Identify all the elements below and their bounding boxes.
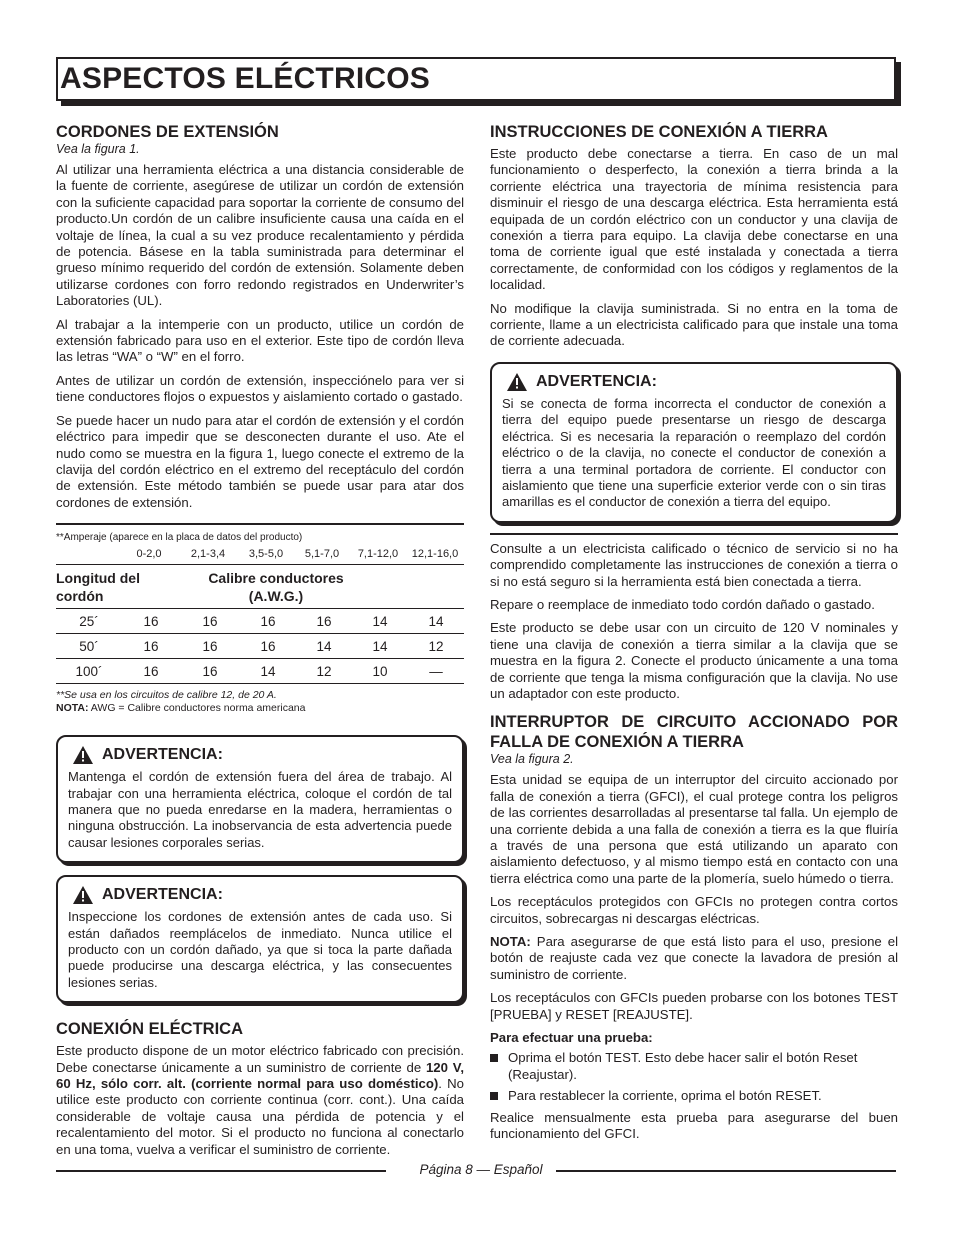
after-para-2: Repare o reemplace de inmediato todo cordón dañado o gastado. <box>490 596 875 612</box>
table-cell: 12 <box>428 638 444 654</box>
row-length: 100´ <box>75 663 103 679</box>
extension-para-1: Al utilizar una herramienta eléctrica a una distancia considerable de la fuente de corriente, asegúrese de utilizar un cordón de extensión con la suficiente capacidad para soportar la corriente de consumo del producto.Un cordón de un calibre insuficiente causa una caída en el voltaje de línea, la cual a su vez produce recalentamiento y pérdida de potencia. Básese en la tabla suministrada para determinar el grueso mínimo requerido del cordón de extensión. Solamente deben utilizarse cordones con forro redondo registrados en Underwriter’s Laboratories (UL). <box>56 162 464 309</box>
awg-table-block <box>56 523 464 715</box>
footer-text: Página 8 — Español <box>419 1162 543 1177</box>
table-cell: 14 <box>260 663 276 679</box>
col-length-label-1: Longitud del <box>56 570 140 587</box>
row-length: 50´ <box>79 638 99 654</box>
connection-text-start: Este producto dispone de un motor eléctrico fabricado con precisión. Debe conectarse únicamente a un suministro de corriente de <box>56 1043 464 1075</box>
table-cell: — <box>429 663 443 679</box>
warning-label: ADVERTENCIA: <box>536 372 657 390</box>
warning-triangle-icon <box>72 885 94 905</box>
grounding-heading: INSTRUCCIONES DE CONEXIÓN A TIERRA <box>490 123 828 141</box>
table-cell: 16 <box>143 613 159 629</box>
extension-para-3: Antes de utilizar un cordón de extensión, inspecciónelo para ver si tiene conductores flojos o expuestos y aislamiento cortado o gastado. <box>56 372 464 405</box>
page-title: ASPECTOS ELÉCTRICOS <box>60 62 430 95</box>
table-cell: 14 <box>428 613 444 629</box>
list-item <box>490 1050 898 1083</box>
extension-heading: CORDONES DE EXTENSIÓN <box>56 123 279 141</box>
gfci-note <box>490 934 898 983</box>
extension-figref: Vea la figura 1. <box>56 142 140 156</box>
divider <box>490 533 898 535</box>
footer-rule-right <box>556 1170 896 1172</box>
table-row <box>56 659 464 684</box>
table-note <box>56 702 464 715</box>
note-text: AWG = Calibre conductores norma americana <box>88 702 306 715</box>
table-cell: 16 <box>143 638 159 654</box>
warning-label: ADVERTENCIA: <box>102 746 223 764</box>
gfci-test-heading: Para efectuar una prueba: <box>490 1030 653 1046</box>
amperage-ranges <box>56 548 464 560</box>
bullet-square-icon <box>490 1092 498 1100</box>
table-cell: 16 <box>260 613 276 629</box>
table-row <box>56 609 464 634</box>
table-cell: 16 <box>316 613 332 629</box>
table-footnote: **Se usa en los circuitos de calibre 12, de 20 A. <box>56 689 277 702</box>
right-column <box>490 122 898 1150</box>
bullet-text: Oprima el botón TEST. Esto debe hacer salir el botón Reset (Reajustar). <box>508 1050 858 1082</box>
warning-text: Inspeccione los cordones de extensión antes de cada uso. Si están dañados reemplácelos de inmediato. Nunca utilice el producto con un cordón dañado, ya que si toca la parte dañada puede producirse una descarga eléctrica, y las consecuentes lesiones serias. <box>68 909 452 990</box>
warning-text: Si se conecta de forma incorrecta el conductor de conexión a tierra del equipo puede presentarse un riesgo de descarga eléctrica. Si es necesaria la reparación o reemplazo del cordón eléctrico o de la clavija, no conecte el conductor de conexión a tierra a una terminal portadora de corriente. El conductor con aislamiento que tiene una superficie exterior verde con o sin tiras amarillas es el conductor de conexión a tierra del equipo. <box>502 395 886 510</box>
table-cell: 16 <box>202 638 218 654</box>
table-cell: 10 <box>372 663 388 679</box>
table-cell: 14 <box>372 613 388 629</box>
after-para-1: Consulte a un electricista calificado o técnico de servicio si no ha comprendido completamente las instrucciones de conexión a tierra o si no está seguro si la herramienta está bien conectada a tierra. <box>490 540 898 589</box>
amp-range: 5,1-7,0 <box>304 548 340 561</box>
gfci-figref: Vea la figura 2. <box>490 752 574 767</box>
table-cell: 14 <box>372 638 388 654</box>
table-cell: 16 <box>143 663 159 679</box>
list-item <box>490 1088 898 1104</box>
warning-box-cord-inspection <box>56 875 464 1003</box>
page-title-box <box>56 57 896 101</box>
bullet-text: Para restablecer la corriente, oprima el botón RESET. <box>508 1088 822 1104</box>
bullet-square-icon <box>490 1054 498 1062</box>
table-cell: 12 <box>316 663 332 679</box>
warning-box-grounding <box>490 362 898 523</box>
amp-range: 3,5-5,0 <box>248 548 284 561</box>
gfci-heading: INTERRUPTOR DE CIRCUITO ACCIONADO POR FALLA DE CONEXIÓN A TIERRA <box>490 713 898 752</box>
extension-para-4: Se puede hacer un nudo para atar el cordón de extensión y el cordón eléctrico para impedir que se desconecten durante el uso. Ate el nudo como se muestra en la figura 1, luego conecte el extremo de la clavija del cordón eléctrico en el extremo del receptáculo del cordón de extensión. Este método también se puede usar para atar dos cordones de extensión. <box>56 412 464 510</box>
warning-box-cord-placement <box>56 735 464 863</box>
grounding-para-1: Este producto debe conectarse a tierra. En caso de un mal funcionamiento o desperfecto, la conexión a tierra brinda a la corriente eléctrica una trayectoria de mínima resistencia para disminuir el riesgo de una descarga eléctrica. Esta herramienta está equipada de un cordón eléctrico con un conductor y una clavija de conexión a tierra para equipo. La clavija debe conectarse en una toma de corriente igual que esté instalada y conectada a tierra correctamente, de conformidad con los códigos y reglamentos de la localidad. <box>490 146 898 293</box>
col-length-label-2: cordón <box>56 588 104 605</box>
gfci-note-label: NOTA: <box>490 934 531 950</box>
connection-text-end: . No utilice este producto con corriente continua (corr. cont.). Una caída considerable de voltaje causa una pérdida de potencia y el recalentamiento del motor. Si el producto no funciona al conectarlo en una toma, vuelva a verificar el suministro de corriente. <box>56 1076 464 1157</box>
awg-table <box>56 608 464 684</box>
gfci-para-2: Los receptáculos protegidos con GFCIs no protegen contra cortos circuitos, sobrecargas ni descargas eléctricas. <box>490 894 898 926</box>
amp-range: 2,1-3,4 <box>190 548 226 561</box>
table-cell: 16 <box>260 638 276 654</box>
table-cell: 16 <box>202 663 218 679</box>
footer-rule-left <box>56 1170 386 1172</box>
warning-label: ADVERTENCIA: <box>102 886 223 904</box>
table-cell: 14 <box>316 638 332 654</box>
amp-range: 7,1-12,0 <box>357 548 399 561</box>
after-para-3: Este producto se debe usar con un circuito de 120 V nominales y tiene una clavija de conexión a tierra similar a la clavija que se muestra en la figura 2. Conecte el producto únicamente a una toma de corriente que tenga la misma configuración que la clavija. No use un adaptador con este producto. <box>490 620 898 701</box>
amp-range: 12,1-16,0 <box>411 548 459 561</box>
amp-range: 0-2,0 <box>136 548 162 561</box>
connection-text-bold: 120 V, 60 Hz, sólo corr. alt. (corriente normal para uso doméstico) <box>56 1059 464 1091</box>
table-header <box>56 564 464 608</box>
gfci-para-3: Los receptáculos con GFCIs pueden probarse con los botones TEST [PRUEBA] y RESET [REAJUSTE]. <box>490 990 898 1022</box>
note-label: NOTA: <box>56 702 89 715</box>
left-column <box>56 122 464 1165</box>
col-gauge-label-2: (A.W.G.) <box>248 588 304 605</box>
col-gauge-label-1: Calibre conductores <box>208 570 344 587</box>
connection-para <box>56 1043 464 1158</box>
warning-triangle-icon <box>72 745 94 765</box>
table-row <box>56 634 464 659</box>
gfci-para-1: Esta unidad se equipa de un interruptor del circuito accionado por falla de conexión a tierra (GFCI), el cual protege contra los peligros de las corrientes desarrolladas al presentarse tal falla. Un ejemplo de una corriente debida a una falla de conexión a tierra es la que fluiría a través de una persona que está utilizando un aparato con aislamiento defectuoso, y al mismo tiempo está en contacto con una tierra eléctrica como una parte de la plomería, suelo húmedo o tierra. <box>490 772 898 886</box>
gfci-para-4: Realice mensualmente esta prueba para asegurarse del buen funcionamiento del GFCI. <box>490 1109 898 1142</box>
table-cell: 16 <box>202 613 218 629</box>
warning-text: Mantenga el cordón de extensión fuera del área de trabajo. Al trabajar con una herramienta eléctrica, coloque el cordón de tal manera que no pueda enredarse en la madera, herramientas o ninguna obstrucción. La inobservancia de esta advertencia puede causar lesiones corporales serias. <box>68 769 452 850</box>
connection-heading: CONEXIÓN ELÉCTRICA <box>56 1020 244 1039</box>
grounding-para-2: No modifique la clavija suministrada. Si no entra en la toma de corriente, llame a un electricista calificado para que instale una toma de corriente adecuada. <box>490 300 898 349</box>
row-length: 25´ <box>79 613 99 629</box>
warning-triangle-icon <box>506 372 528 392</box>
gfci-note-text: Para asegurarse de que está listo para el uso, presione el botón de reajuste cada vez que conecte la lavadora de presión al suministro de corriente. <box>490 934 898 982</box>
amperage-note: **Amperaje (aparece en la placa de datos del producto) <box>56 532 303 544</box>
page-footer <box>56 1162 896 1178</box>
extension-para-2: Al trabajar a la intemperie con un producto, utilice un cordón de extensión fabricado para uso en el exterior. Este tipo de cordón lleva las letras “WA” o “W” en el forro. <box>56 316 464 365</box>
